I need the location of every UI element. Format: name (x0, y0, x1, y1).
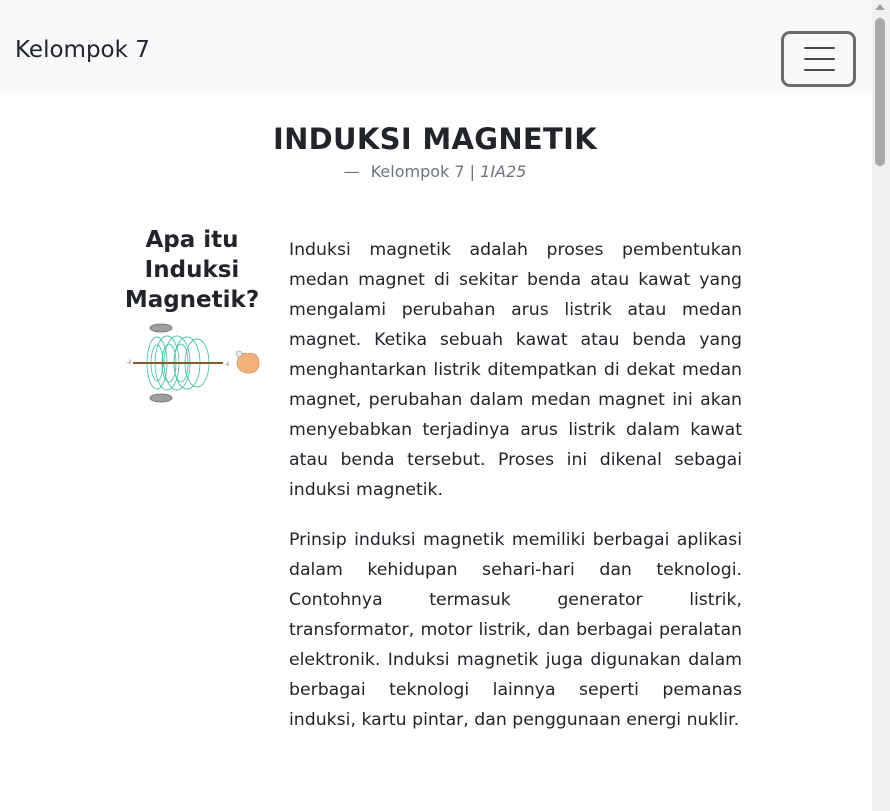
page-title: INDUKSI MAGNETIK (273, 122, 597, 156)
scroll-up-arrow-icon[interactable] (875, 4, 885, 10)
subtitle-separator: | (469, 162, 476, 181)
top-magnet-icon (150, 324, 172, 332)
subtitle-dash: — (343, 162, 360, 181)
content-paragraph-1: Induksi magnetik adalah proses pembentukan medan magnet di sekitar benda atau kawat yang mengalami perubahan arus listrik atau medan magnet. Ketika sebuah kawat atau benda yang menghantarkan listrik ditempatkan di dekat medan magnet, perubahan dalam medan magnet ini akan menyebabkan terjadinya arus listrik dalam kawat atau benda tersebut. Proses ini dikenal sebagai induksi magnetik. (289, 240, 742, 500)
hand-icon (236, 351, 259, 373)
subtitle-group: Kelompok 7 (370, 162, 465, 181)
svg-text:-I: -I (127, 359, 131, 366)
magnetic-induction-illustration (127, 322, 263, 406)
content-paragraph-2: Prinsip induksi magnetik memiliki berbagai aplikasi dalam kehidupan sehari-hari dan teknologi. Contohnya termasuk generator listrik, transformator, motor listrik, dan berbagai peralatan elektronik. Induksi magnetik juga digunakan dalam berbagai teknologi lainnya seperti pemanas induksi, kartu pintar, dan penggunaan energi nuklir. (289, 530, 742, 730)
navbar (0, 0, 872, 95)
section-heading: Apa itu Induksi Magnetik? (124, 227, 260, 313)
navbar-brand[interactable]: Kelompok 7 (15, 37, 150, 63)
page-subtitle (0, 161, 870, 183)
svg-text:-I: -I (225, 361, 229, 368)
navbar-toggle-button[interactable] (781, 31, 856, 87)
bottom-magnet-icon (150, 394, 172, 402)
scrollbar-thumb[interactable] (875, 18, 885, 166)
subtitle-class-code: 1IA25 (480, 162, 527, 181)
